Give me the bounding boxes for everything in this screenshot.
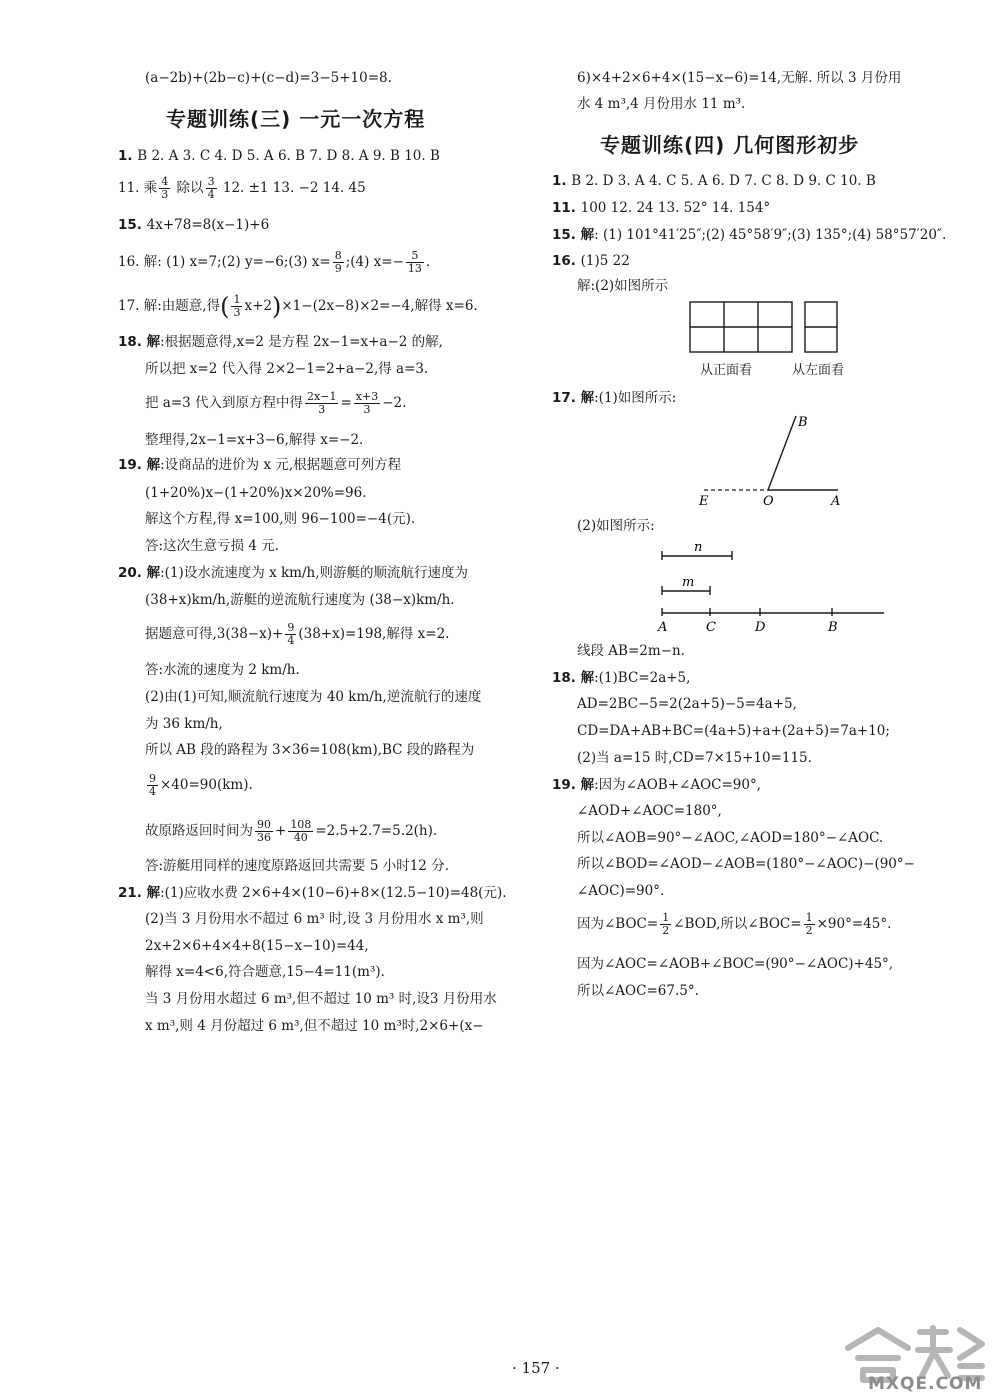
- r-q15-line: 15. 解: (1) 101°41′25″;(2) 45°58′9″;(3) 135°;(4) 58°57′20″.: [552, 227, 947, 243]
- fraction: $\frac{9}{4}$: [287, 621, 295, 647]
- r-q19-line-2: ∠AOD+∠AOC=180°,: [577, 803, 722, 819]
- q18-line-2: 所以把 x=2 代入得 2×2−1=2+a−2,得 a=3.: [145, 361, 429, 377]
- q20-line-10: 答:游艇用同样的速度原路返回共需要 5 小时12 分.: [145, 858, 449, 874]
- q21-line-4: 解得 x=4<6,符合题意,15−4=11(m³).: [145, 964, 385, 980]
- front-view-caption: 从正面看: [700, 363, 753, 378]
- q20-line-7: 所以 AB 段的路程为 3×36=108(km),BC 段的路程为: [145, 742, 475, 758]
- r-q17-line-3: 线段 AB=2m−n.: [577, 643, 685, 659]
- q18-line-3: 把 a=3 代入到原方程中得 $\frac{2x-1}{3}$ = $\frac{x+3}{3}$ −2.: [145, 390, 407, 416]
- r-q18-line-4: (2)当 a=15 时,CD=7×15+10=115.: [577, 750, 812, 766]
- three-view-figure: [688, 300, 848, 360]
- label-m: m: [682, 575, 695, 590]
- fraction: $\frac{90}{36}$: [257, 818, 271, 844]
- right-line-1: 水 4 m³,4 月份用水 11 m³.: [577, 96, 746, 112]
- q11-text-a: 11. 乘: [118, 180, 158, 196]
- q16-line: 16. 解: (1) x=7;(2) y=−6;(3) x= $\frac{8}{9}$ ;(4) x=− $\frac{5}{13}$ .: [118, 249, 431, 275]
- r-q19-line-5: ∠AOC)=90°.: [577, 883, 665, 899]
- q20-line-2: (38+x)km/h,游艇的逆流航行速度为 (38−x)km/h.: [145, 592, 455, 608]
- label-C: C: [706, 620, 716, 635]
- fraction: $\frac{108}{40}$: [290, 818, 312, 844]
- label-O: O: [763, 494, 774, 508]
- q11-text-b: 除以: [172, 180, 204, 196]
- label-n: n: [694, 540, 703, 555]
- ray-OB: [768, 416, 796, 490]
- q17-line: 17. 解:由题意,得( $\frac{1}{3}$ x+2)×1−(2x−8)×2=−4,解得 x=6.: [118, 292, 478, 321]
- fraction: $\frac{1}{2}$: [805, 911, 813, 937]
- r-q17-line: 17. 解:(1)如图所示:: [552, 390, 677, 406]
- r-q17-line-2: (2)如图所示:: [577, 518, 655, 534]
- r-q18-line-1: 18. 解:(1)BC=2a+5,: [552, 670, 691, 686]
- q21-line-2: (2)当 3 月份用水不超过 6 m³ 时,设 3 月份用水 x m³,则: [145, 911, 484, 927]
- label-E: E: [699, 494, 709, 508]
- angle-figure: [692, 408, 852, 508]
- q18-line-4: 整理得,2x−1=x+3−6,解得 x=−2.: [145, 432, 364, 448]
- r-q19-line-3: 所以∠AOB=90°−∠AOC,∠AOD=180°−∠AOC.: [577, 830, 884, 846]
- q20-line-5: (2)由(1)可知,顺流航行速度为 40 km/h,逆流航行的速度: [145, 689, 482, 705]
- q21-line-5: 当 3 月份用水超过 6 m³,但不超过 10 m³ 时,设3 月份用水: [145, 991, 497, 1007]
- fraction: $\frac{2x-1}{3}$: [307, 390, 337, 416]
- r-q18-line-2: AD=2BC−5=2(2a+5)−5=4a+5,: [577, 696, 797, 712]
- fraction: $\frac{3}{4}$: [207, 175, 215, 201]
- r-q16-line: 16. (1)5 22: [552, 253, 630, 269]
- r-q19-line-4: 所以∠BOD=∠AOD−∠AOB=(180°−∠AOC)−(90°−: [577, 856, 915, 872]
- q21-line-1: 21. 解:(1)应收水费 2×6+4×(10−6)+8×(12.5−10)=48(元).: [118, 885, 507, 901]
- q20-line-4: 答:水流的速度为 2 km/h.: [145, 662, 300, 678]
- r-q11-line: 11. 100 12. 24 13. 52° 14. 154°: [552, 200, 771, 216]
- q20-line-9: 故原路返回时间为 $\frac{90}{36}$ + $\frac{108}{40}$ =2.5+2.7=5.2(h).: [145, 818, 438, 844]
- q19-line-2: (1+20%)x−(1+20%)x×20%=96.: [145, 485, 367, 501]
- watermark-text: MXQE.COM: [868, 1374, 983, 1394]
- fraction: $\frac{5}{13}$: [407, 249, 422, 275]
- label-B: B: [798, 415, 808, 430]
- r-q16-line-2: 解:(2)如图所示: [577, 278, 669, 294]
- label-A: A: [831, 494, 841, 508]
- q21-line-6: x m³,则 4 月份超过 6 m³,但不超过 10 m³时,2×6+(x−: [145, 1018, 484, 1034]
- fraction: $\frac{1}{2}$: [662, 911, 670, 937]
- segment-figure: [652, 536, 892, 636]
- fraction: $\frac{9}{4}$: [149, 772, 156, 798]
- q20-line-3: 据题意可得,3(38−x)+ $\frac{9}{4}$ (38+x)=198,解得 x=2.: [145, 621, 450, 647]
- q19-line-1: 19. 解:设商品的进价为 x 元,根据题意可列方程: [118, 457, 402, 473]
- q11-text-c: 12. ±1 13. −2 14. 45: [218, 180, 366, 196]
- r-q19-line-8: 所以∠AOC=67.5°.: [577, 983, 699, 999]
- right-line-0: 6)×4+2×6+4×(15−x−6)=14,无解. 所以 3 月份用: [577, 70, 902, 86]
- r-q19-line-1: 19. 解:因为∠AOB+∠AOC=90°,: [552, 777, 762, 793]
- label-B2: B: [828, 620, 838, 635]
- left-line-0: (a−2b)+(2b−c)+(c−d)=3−5+10=8.: [145, 70, 392, 86]
- page-number: · 157 ·: [512, 1359, 560, 1377]
- label-A2: A: [658, 620, 668, 635]
- section-title-3: 专题训练(三) 一元一次方程: [166, 107, 426, 131]
- r-q19-line-7: 因为∠AOC=∠AOB+∠BOC=(90°−∠AOC)+45°,: [577, 956, 894, 972]
- label-D: D: [755, 620, 766, 635]
- fraction: $\frac{1}{3}$: [233, 293, 241, 319]
- q11-line: [118, 176, 366, 201]
- q19-line-3: 解这个方程,得 x=100,则 96−100=−4(元).: [145, 511, 416, 527]
- q15-line: 15. 4x+78=8(x−1)+6: [118, 217, 270, 233]
- fraction: $\frac{4}{3}$: [161, 175, 169, 201]
- left-view-caption: 从左面看: [792, 363, 845, 378]
- q18-line-1: 18. 解:根据题意得,x=2 是方程 2x−1=x+a−2 的解,: [118, 334, 443, 350]
- q20-line-6: 为 36 km/h,: [145, 716, 223, 732]
- r-q18-line-3: CD=DA+AB+BC=(4a+5)+a+(2a+5)=7a+10;: [577, 723, 890, 739]
- q21-line-3: 2x+2×6+4×4+8(15−x−10)=44,: [145, 938, 369, 954]
- q20-line-8: $\frac{9}{4}$ ×40=90(km).: [149, 772, 253, 798]
- fraction: $\frac{8}{9}$: [334, 249, 342, 275]
- q20-line-1: 20. 解:(1)设水流速度为 x km/h,则游艇的顺流航行速度为: [118, 565, 469, 581]
- q19-line-4: 答:这次生意亏损 4 元.: [145, 538, 280, 554]
- fraction: $\frac{x+3}{3}$: [355, 390, 379, 416]
- q1-answers: 1. B 2. A 3. C 4. D 5. A 6. B 7. D 8. A 9. B 10. B: [118, 148, 440, 164]
- r-q1-answers: 1. B 2. D 3. A 4. C 5. A 6. D 7. C 8. D 9. C 10. B: [552, 173, 876, 189]
- r-q19-line-6: 因为∠BOC= $\frac{1}{2}$ ∠BOD,所以∠BOC= $\frac{1}{2}$ ×90°=45°.: [577, 911, 892, 937]
- section-title-4: 专题训练(四) 几何图形初步: [600, 133, 860, 157]
